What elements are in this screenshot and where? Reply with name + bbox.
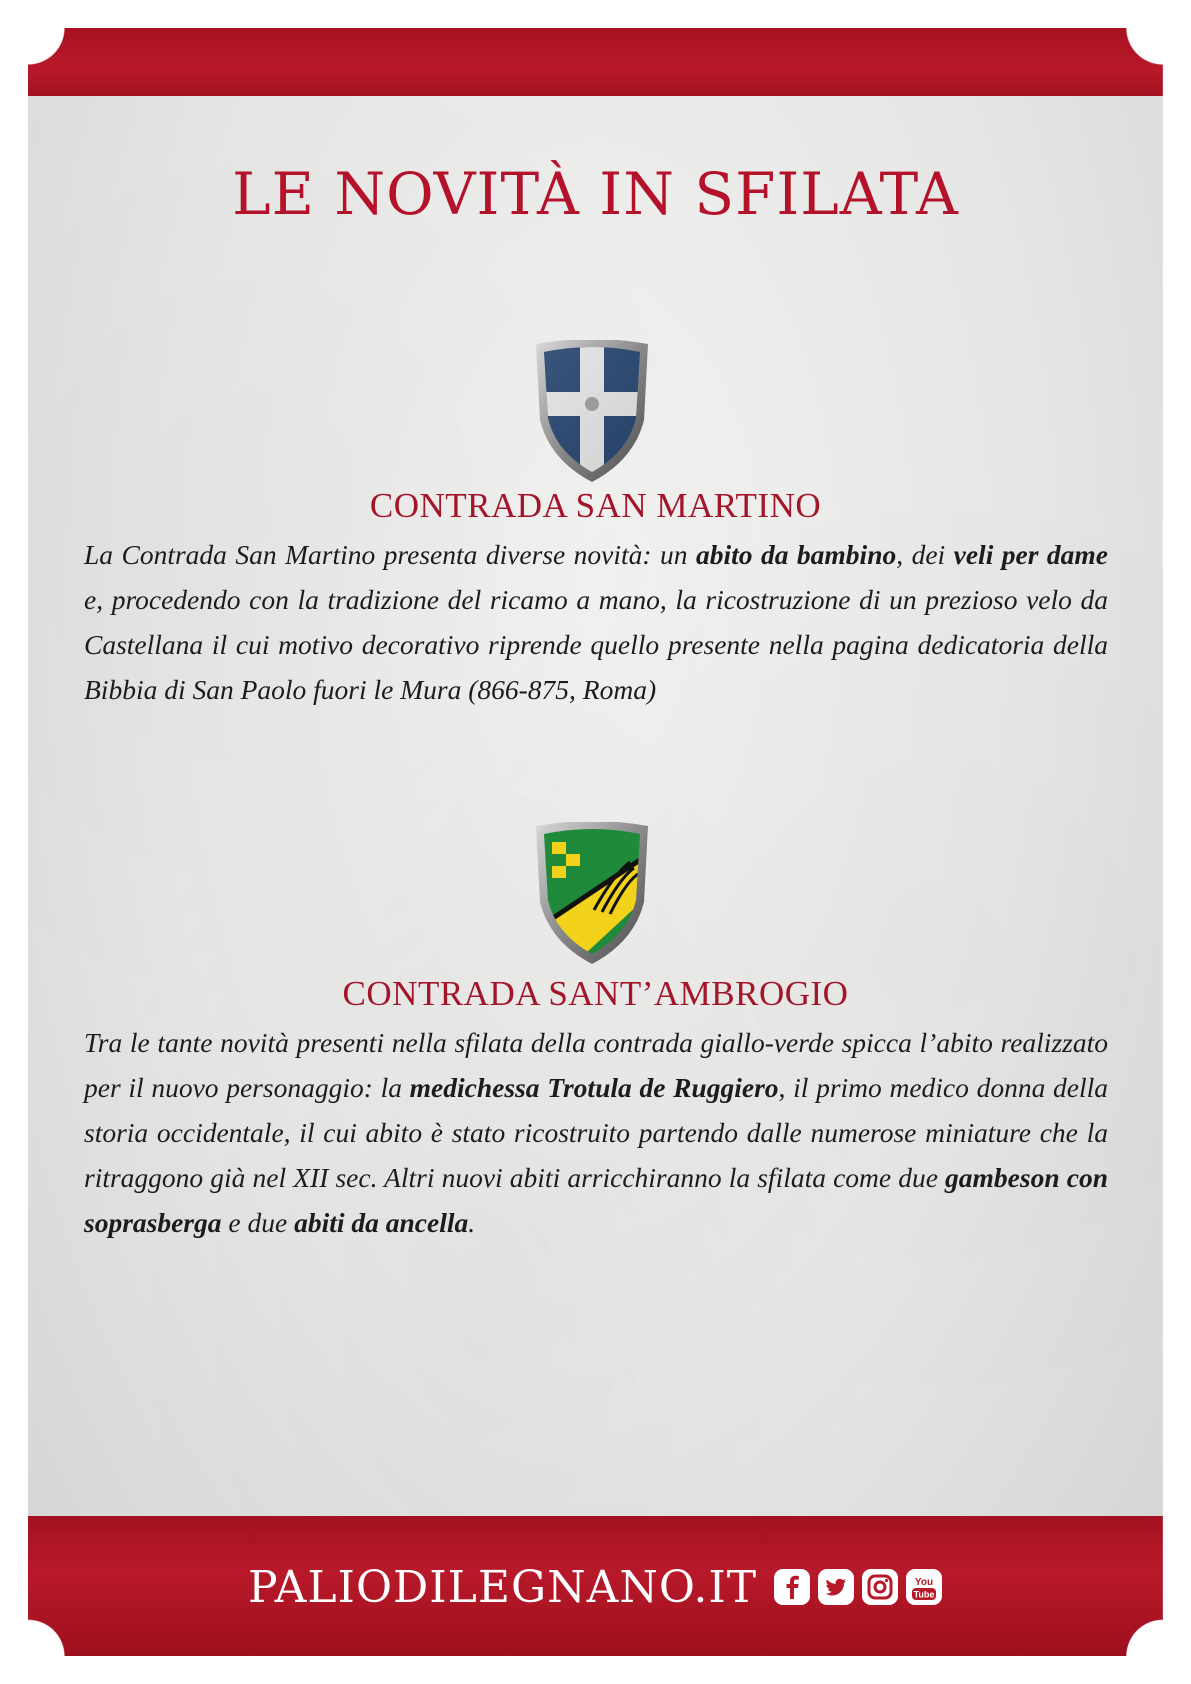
- facebook-icon[interactable]: [774, 1569, 810, 1605]
- highlight-abiti-da-ancella: abiti da ancella: [294, 1207, 469, 1238]
- instagram-icon[interactable]: [862, 1569, 898, 1605]
- section-heading-sant-ambrogio: CONTRADA SANT’AMBROGIO: [342, 974, 849, 1013]
- top-band: [28, 28, 1163, 96]
- youtube-icon[interactable]: [906, 1569, 942, 1605]
- san-martino-shield-icon: [532, 340, 652, 484]
- highlight-abito-da-bambino: abito da bambino: [695, 539, 897, 570]
- highlight-veli-per-dame: veli per dame: [953, 539, 1108, 570]
- svg-text:You: You: [914, 1577, 934, 1588]
- highlight-gambeson: gambeson con soprasberga: [84, 1162, 1108, 1238]
- paper-texture: [28, 96, 1163, 1516]
- section-heading-san-martino: CONTRADA SAN MARTINO: [369, 486, 822, 525]
- svg-text:Tube: Tube: [913, 1589, 935, 1600]
- sant-ambrogio-shield-icon: [532, 822, 652, 966]
- website-link[interactable]: PALIODILEGNANO.IT: [248, 1562, 758, 1613]
- twitter-icon[interactable]: [818, 1569, 854, 1605]
- highlight-medichessa: medichessa Trotula de Ruggiero: [409, 1072, 779, 1103]
- section-text-san-martino: La Contrada San Martino presenta diverse novità: un abito da bambino, dei veli per dame e, procedendo con la tradizione del ricamo a mano, la ricostruzione di un prezioso velo da Castellana il cui motivo decorativo riprende quello presente nella pagina dedicatoria della Bibbia di San Paolo fuori le Mura (866-875, Roma): [84, 539, 1108, 705]
- section-text-sant-ambrogio: Tra le tante novità presenti nella sfilata della contrada giallo-verde spicca l’abito realizzato per il nuovo personaggio: la medichessa Trotula de Ruggiero, il primo medico donna della storia occidentale, il cui abito è stato ricostruito partendo dalle numerose miniature che la ritraggono già nel XII sec. Altri nuovi abiti arricchiranno la sfilata come due gambeson con soprasberga e due abiti da ancella.: [84, 1027, 1108, 1238]
- page-title: LE NOVITÀ IN SFILATA: [232, 160, 959, 228]
